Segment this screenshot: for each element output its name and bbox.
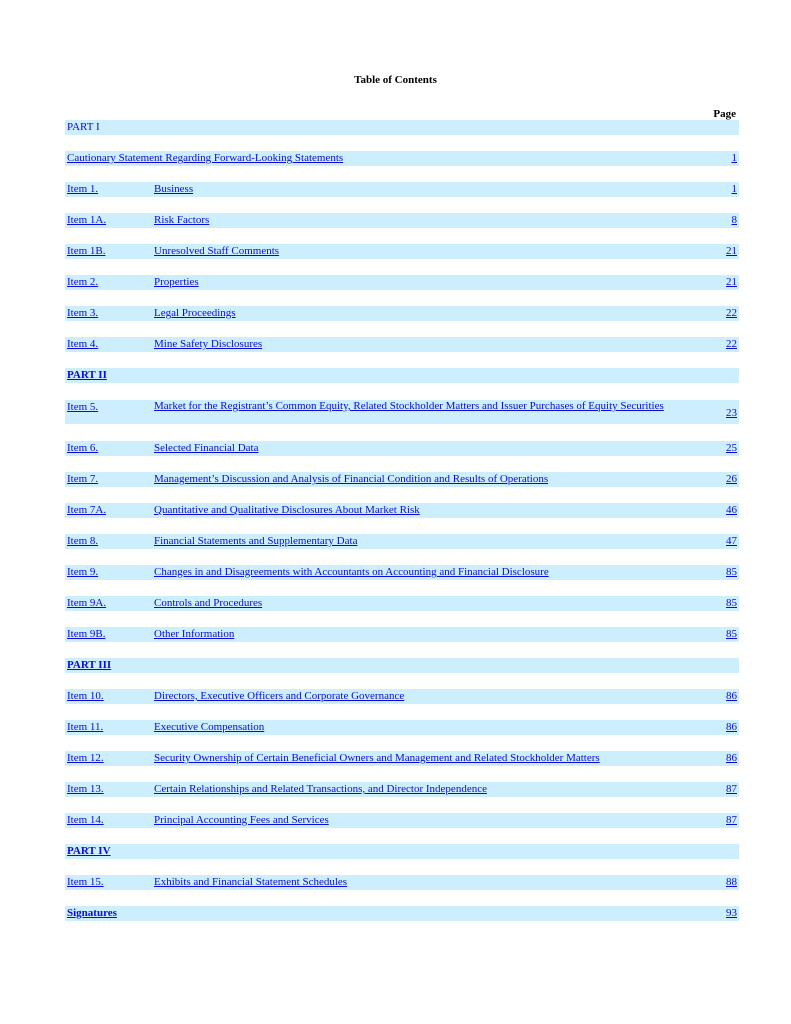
toc-row-cautionary[interactable] — [65, 151, 739, 166]
toc-row[interactable] — [65, 503, 739, 518]
toc-row-signatures[interactable] — [65, 906, 739, 921]
toc-row[interactable] — [65, 400, 739, 424]
item-title-link[interactable]: Management’s Discussion and Analysis of Financial Condition and Results of Operations — [154, 473, 549, 485]
item-title-link[interactable]: Selected Financial Data — [154, 442, 259, 454]
item-title-link[interactable]: Mine Safety Disclosures — [154, 338, 263, 350]
item-title-link[interactable]: Unresolved Staff Comments — [154, 245, 280, 257]
item-page-link[interactable]: 86 — [726, 752, 737, 764]
item-page-link[interactable]: 86 — [726, 690, 737, 702]
item-page-link[interactable]: 25 — [726, 442, 737, 454]
part-3-header[interactable] — [65, 658, 739, 673]
toc-row[interactable] — [65, 472, 739, 487]
item-title-link[interactable]: Other Information — [154, 628, 235, 640]
toc-row[interactable] — [65, 337, 739, 352]
part-3-link[interactable]: PART III — [67, 659, 112, 671]
item-page-link[interactable]: 21 — [726, 245, 737, 257]
part-1-label: PART I — [67, 121, 100, 133]
item-title-link[interactable]: Security Ownership of Certain Beneficial Owners and Management and Related Stockholder Matters — [154, 752, 600, 764]
item-page-link[interactable]: 87 — [726, 783, 737, 795]
item-number-link[interactable]: Item 9B. — [67, 628, 106, 640]
toc-row[interactable] — [65, 534, 739, 549]
toc-row[interactable] — [65, 441, 739, 456]
part-4-header[interactable] — [65, 844, 739, 859]
item-page-link[interactable]: 26 — [726, 473, 737, 485]
item-title-link[interactable]: Business — [154, 183, 194, 195]
item-page-link[interactable]: 23 — [726, 407, 737, 419]
item-page-link[interactable]: 46 — [726, 504, 737, 516]
toc-row[interactable] — [65, 182, 739, 197]
item-number-link[interactable]: Item 3. — [67, 307, 99, 319]
cautionary-link[interactable]: Cautionary Statement Regarding Forward-Looking Statements — [67, 152, 344, 164]
toc-row[interactable] — [65, 213, 739, 228]
item-title-link[interactable]: Quantitative and Qualitative Disclosures About Market Risk — [154, 504, 420, 516]
item-page-link[interactable]: 21 — [726, 276, 737, 288]
item-title-link[interactable]: Controls and Procedures — [154, 597, 263, 609]
toc-row[interactable] — [65, 689, 739, 704]
item-page-link[interactable]: 8 — [731, 214, 737, 226]
toc-row[interactable] — [65, 565, 739, 580]
item-number-link[interactable]: Item 12. — [67, 752, 104, 764]
cautionary-page-link[interactable]: 1 — [731, 152, 737, 164]
item-title-link[interactable]: Financial Statements and Supplementary Data — [154, 535, 358, 547]
toc-row[interactable] — [65, 813, 739, 828]
item-number-link[interactable]: Item 8. — [67, 535, 99, 547]
item-number-link[interactable]: Item 1B. — [67, 245, 106, 257]
toc-row[interactable] — [65, 596, 739, 611]
item-number-link[interactable]: Item 5. — [67, 401, 99, 413]
toc-row[interactable] — [65, 720, 739, 735]
item-number-link[interactable]: Item 14. — [67, 814, 104, 826]
item-number-link[interactable]: Item 4. — [67, 338, 99, 350]
item-number-link[interactable]: Item 1. — [67, 183, 99, 195]
item-number-link[interactable]: Item 1A. — [67, 214, 107, 226]
part-2-link[interactable]: PART II — [67, 369, 107, 381]
toc-row[interactable] — [65, 275, 739, 290]
item-page-link[interactable]: 85 — [726, 566, 737, 578]
item-page-link[interactable]: 85 — [726, 628, 737, 640]
item-number-link[interactable]: Item 7. — [67, 473, 99, 485]
toc-row[interactable] — [65, 244, 739, 259]
page-title: Table of Contents — [354, 74, 437, 86]
item-page-link[interactable]: 47 — [726, 535, 737, 547]
item-number-link[interactable]: Item 13. — [67, 783, 104, 795]
signatures-link[interactable]: Signatures — [67, 907, 117, 919]
item-number-link[interactable]: Item 6. — [67, 442, 99, 454]
item-page-link[interactable]: 1 — [731, 183, 737, 195]
page-column-header: Page — [713, 108, 736, 120]
item-title-link[interactable]: Properties — [154, 276, 199, 288]
item-number-link[interactable]: Item 15. — [67, 876, 104, 888]
item-title-link[interactable]: Legal Proceedings — [154, 307, 236, 319]
item-page-link[interactable]: 22 — [726, 338, 737, 350]
toc-row[interactable] — [65, 627, 739, 642]
item-page-link[interactable]: 86 — [726, 721, 737, 733]
toc-row[interactable] — [65, 751, 739, 766]
toc-row[interactable] — [65, 875, 739, 890]
item-page-link[interactable]: 88 — [726, 876, 737, 888]
part-1-header — [65, 120, 739, 135]
item-title-link[interactable]: Changes in and Disagreements with Accountants on Accounting and Financial Disclosure — [154, 566, 549, 578]
item-number-link[interactable]: Item 10. — [67, 690, 104, 702]
item-number-link[interactable]: Item 2. — [67, 276, 99, 288]
item-title-link[interactable]: Exhibits and Financial Statement Schedules — [154, 876, 348, 888]
item-page-link[interactable]: 22 — [726, 307, 737, 319]
item-page-link[interactable]: 85 — [726, 597, 737, 609]
part-2-header[interactable] — [65, 368, 739, 383]
item-title-link[interactable]: Certain Relationships and Related Transactions, and Director Independence — [154, 783, 487, 795]
toc-row[interactable] — [65, 782, 739, 797]
item-number-link[interactable]: Item 11. — [67, 721, 104, 733]
item-title-link[interactable]: Market for the Registrant’s Common Equity, Related Stockholder Matters and Issuer Purchases of Equity Securities — [154, 400, 664, 412]
part-4-link[interactable]: PART IV — [67, 845, 111, 857]
item-title-link[interactable]: Directors, Executive Officers and Corporate Governance — [154, 690, 405, 702]
toc-row[interactable] — [65, 306, 739, 321]
item-title-link[interactable]: Principal Accounting Fees and Services — [154, 814, 329, 826]
item-number-link[interactable]: Item 9. — [67, 566, 99, 578]
item-title-link[interactable]: Executive Compensation — [154, 721, 265, 733]
signatures-page-link[interactable]: 93 — [726, 907, 737, 919]
item-title-link[interactable]: Risk Factors — [154, 214, 210, 226]
item-number-link[interactable]: Item 7A. — [67, 504, 107, 516]
item-page-link[interactable]: 87 — [726, 814, 737, 826]
item-number-link[interactable]: Item 9A. — [67, 597, 107, 609]
